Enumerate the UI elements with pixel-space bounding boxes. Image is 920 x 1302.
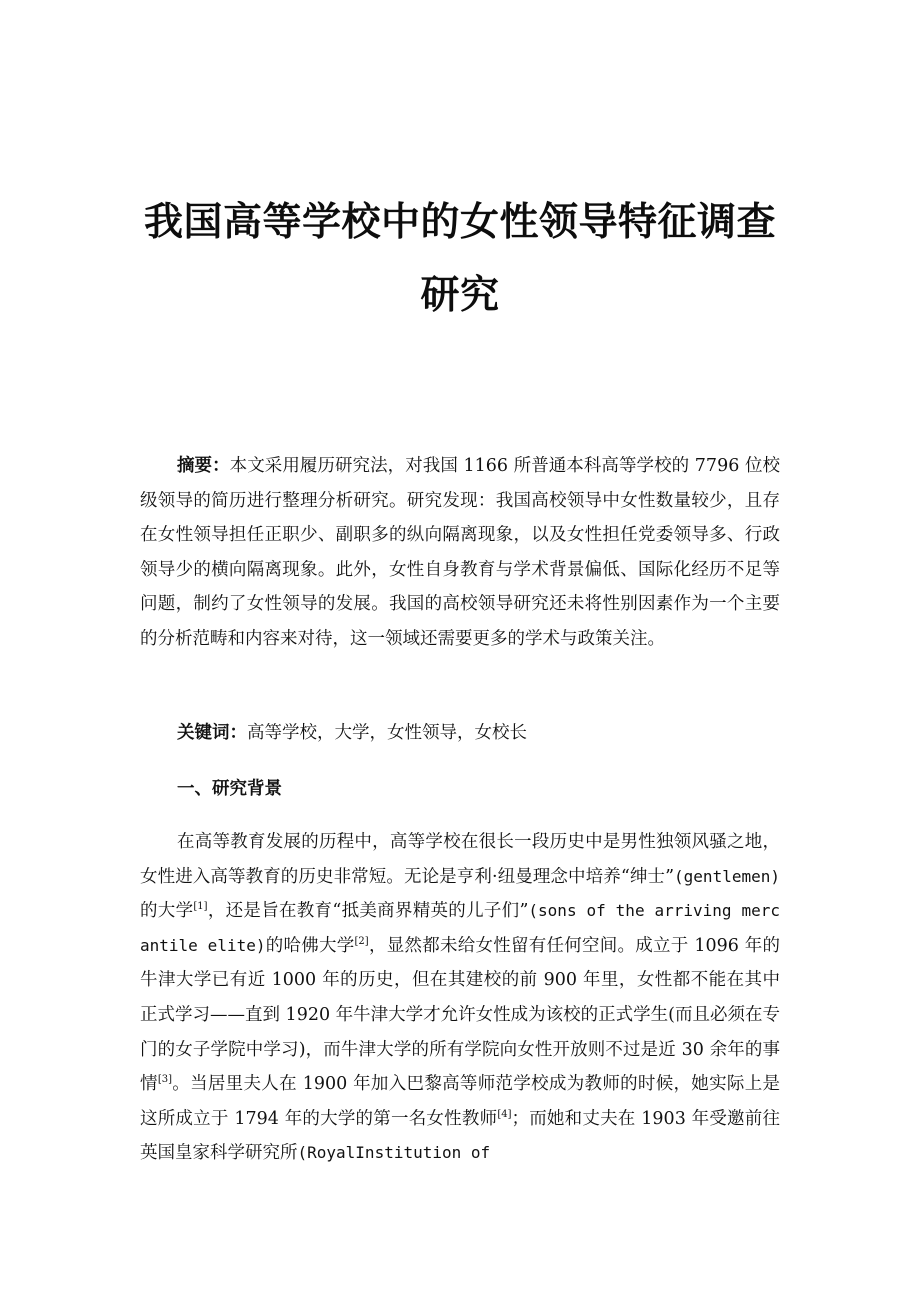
paragraph-text: ，显然都未给女性留有任何空间。成立于 1096 年的牛津大学已有近 1000 年的历史，但在其建校的前 900 年里，女性都不能在其中正式学习——直到 1920 年牛津大学才允许女性成为该校的正式学生(而且必须在专门的女子学院中学习)，而牛津大学的所有学院向女性开放则不过是近 30 余年的事情 (140, 935, 780, 1095)
abstract-text: 本文采用履历研究法，对我国 1166 所普通本科高等学校的 7796 位校级领导的简历进行整理分析研究。研究发现：我国高校领导中女性数量较少，且存在女性领导担任正职少、副职多的纵向隔离现象，以及女性担任党委领导多、行政领导少的横向隔离现象。此外，女性自身教育与学术背景偏低、国际化经历不足等问题，制约了女性领导的发展。我国的高校领导研究还未将性别因素作为一个主要的分析范畴和内容来对待，这一领域还需要更多的学术与政策关注。 (140, 456, 781, 649)
latin-term: (gentlemen) (674, 866, 780, 886)
paragraph-text: 。当居里夫人在 1900 年加入巴黎高等师范学校成为教师的时候，她实际上是这所成立于 1794 年的大学的第一名女性教师 (140, 1074, 781, 1129)
body-paragraph (140, 825, 780, 1171)
abstract-paragraph (140, 449, 780, 657)
keywords-text: 高等学校，大学，女性领导，女校长 (247, 723, 527, 743)
paragraph-text: 在高等教育发展的历程中，高等学校在很长一段历史中是男性独领风骚之地，女性进入高等教育的历史非常短。无论是亨利·纽曼理念中培养“绅士” (140, 832, 780, 887)
citation-ref: [3] (157, 1074, 172, 1086)
latin-term: (RoyalInstitution of (297, 1143, 491, 1163)
citation-ref: [2] (354, 935, 369, 947)
latin-term: (sons of the arriving mercantile elite) (140, 901, 781, 955)
paragraph-text: 的大学 (140, 901, 194, 922)
paragraph-text: 的哈佛大学 (265, 935, 355, 956)
abstract-label: 摘要： (177, 456, 230, 476)
document-title: 我国高等学校中的女性领导特征调查研究 (143, 200, 776, 318)
paragraph-text: ，还是旨在教育“抵美商界精英的儿子们” (207, 901, 529, 922)
paragraph-text: ；而她和丈夫在 1903 年受邀前往英国皇家科学研究所 (140, 1108, 780, 1164)
citation-ref: [4] (497, 1108, 512, 1120)
keywords-label: 关键词： (177, 723, 247, 743)
keywords-paragraph (140, 716, 780, 751)
citation-ref: [1] (193, 901, 208, 913)
section-heading: 一、研究背景 (177, 779, 282, 799)
